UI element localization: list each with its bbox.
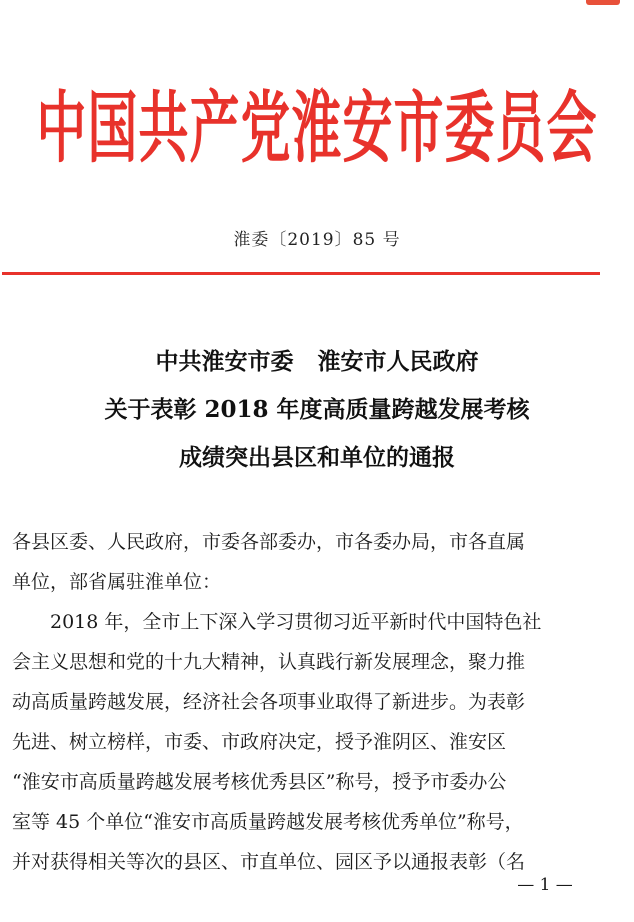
document-number: 淮委〔2019〕85 号 <box>233 230 401 250</box>
title-issuer-government: 淮安市人民政府 <box>317 348 479 375</box>
body-text <box>12 522 612 882</box>
masthead-title: 中国共产党淮安市委员会 <box>36 83 598 173</box>
body-line: 动高质量跨越发展，经济社会各项事业取得了新进步。为表彰 <box>12 691 526 713</box>
body-line: 单位，部省属驻淮单位： <box>12 571 222 593</box>
body-line: “淮安市高质量跨越发展考核优秀县区”称号，授予市委办公 <box>12 771 507 793</box>
title-line-3: 成绩突出县区和单位的通报 <box>179 444 455 471</box>
page-number: — 1 — <box>517 875 573 895</box>
body-line: 各县区委、人民政府，市委各部委办，市各委办局，市各直属 <box>12 531 526 553</box>
title-issuer-party: 中共淮安市委 <box>155 348 294 375</box>
body-line: 会主义思想和党的十九大精神，认真践行新发展理念，聚力推 <box>12 651 526 673</box>
title-line-1 <box>0 338 634 386</box>
body-line: 先进、树立榜样，市委、市政府决定，授予淮阴区、淮安区 <box>12 731 507 753</box>
body-line: 2018 年，全市上下深入学习贯彻习近平新时代中国特色社 <box>50 611 542 633</box>
title-line-2: 关于表彰 2018 年度高质量跨越发展考核 <box>104 396 530 423</box>
body-line: 并对获得相关等次的县区、市直单位、园区予以通报表彰（名 <box>12 851 526 873</box>
body-line: 室等 45 个单位“淮安市高质量跨越发展考核优秀单位”称号， <box>12 811 524 833</box>
document-title <box>0 338 634 482</box>
red-separator-line <box>2 272 600 275</box>
corner-mark <box>586 0 620 5</box>
